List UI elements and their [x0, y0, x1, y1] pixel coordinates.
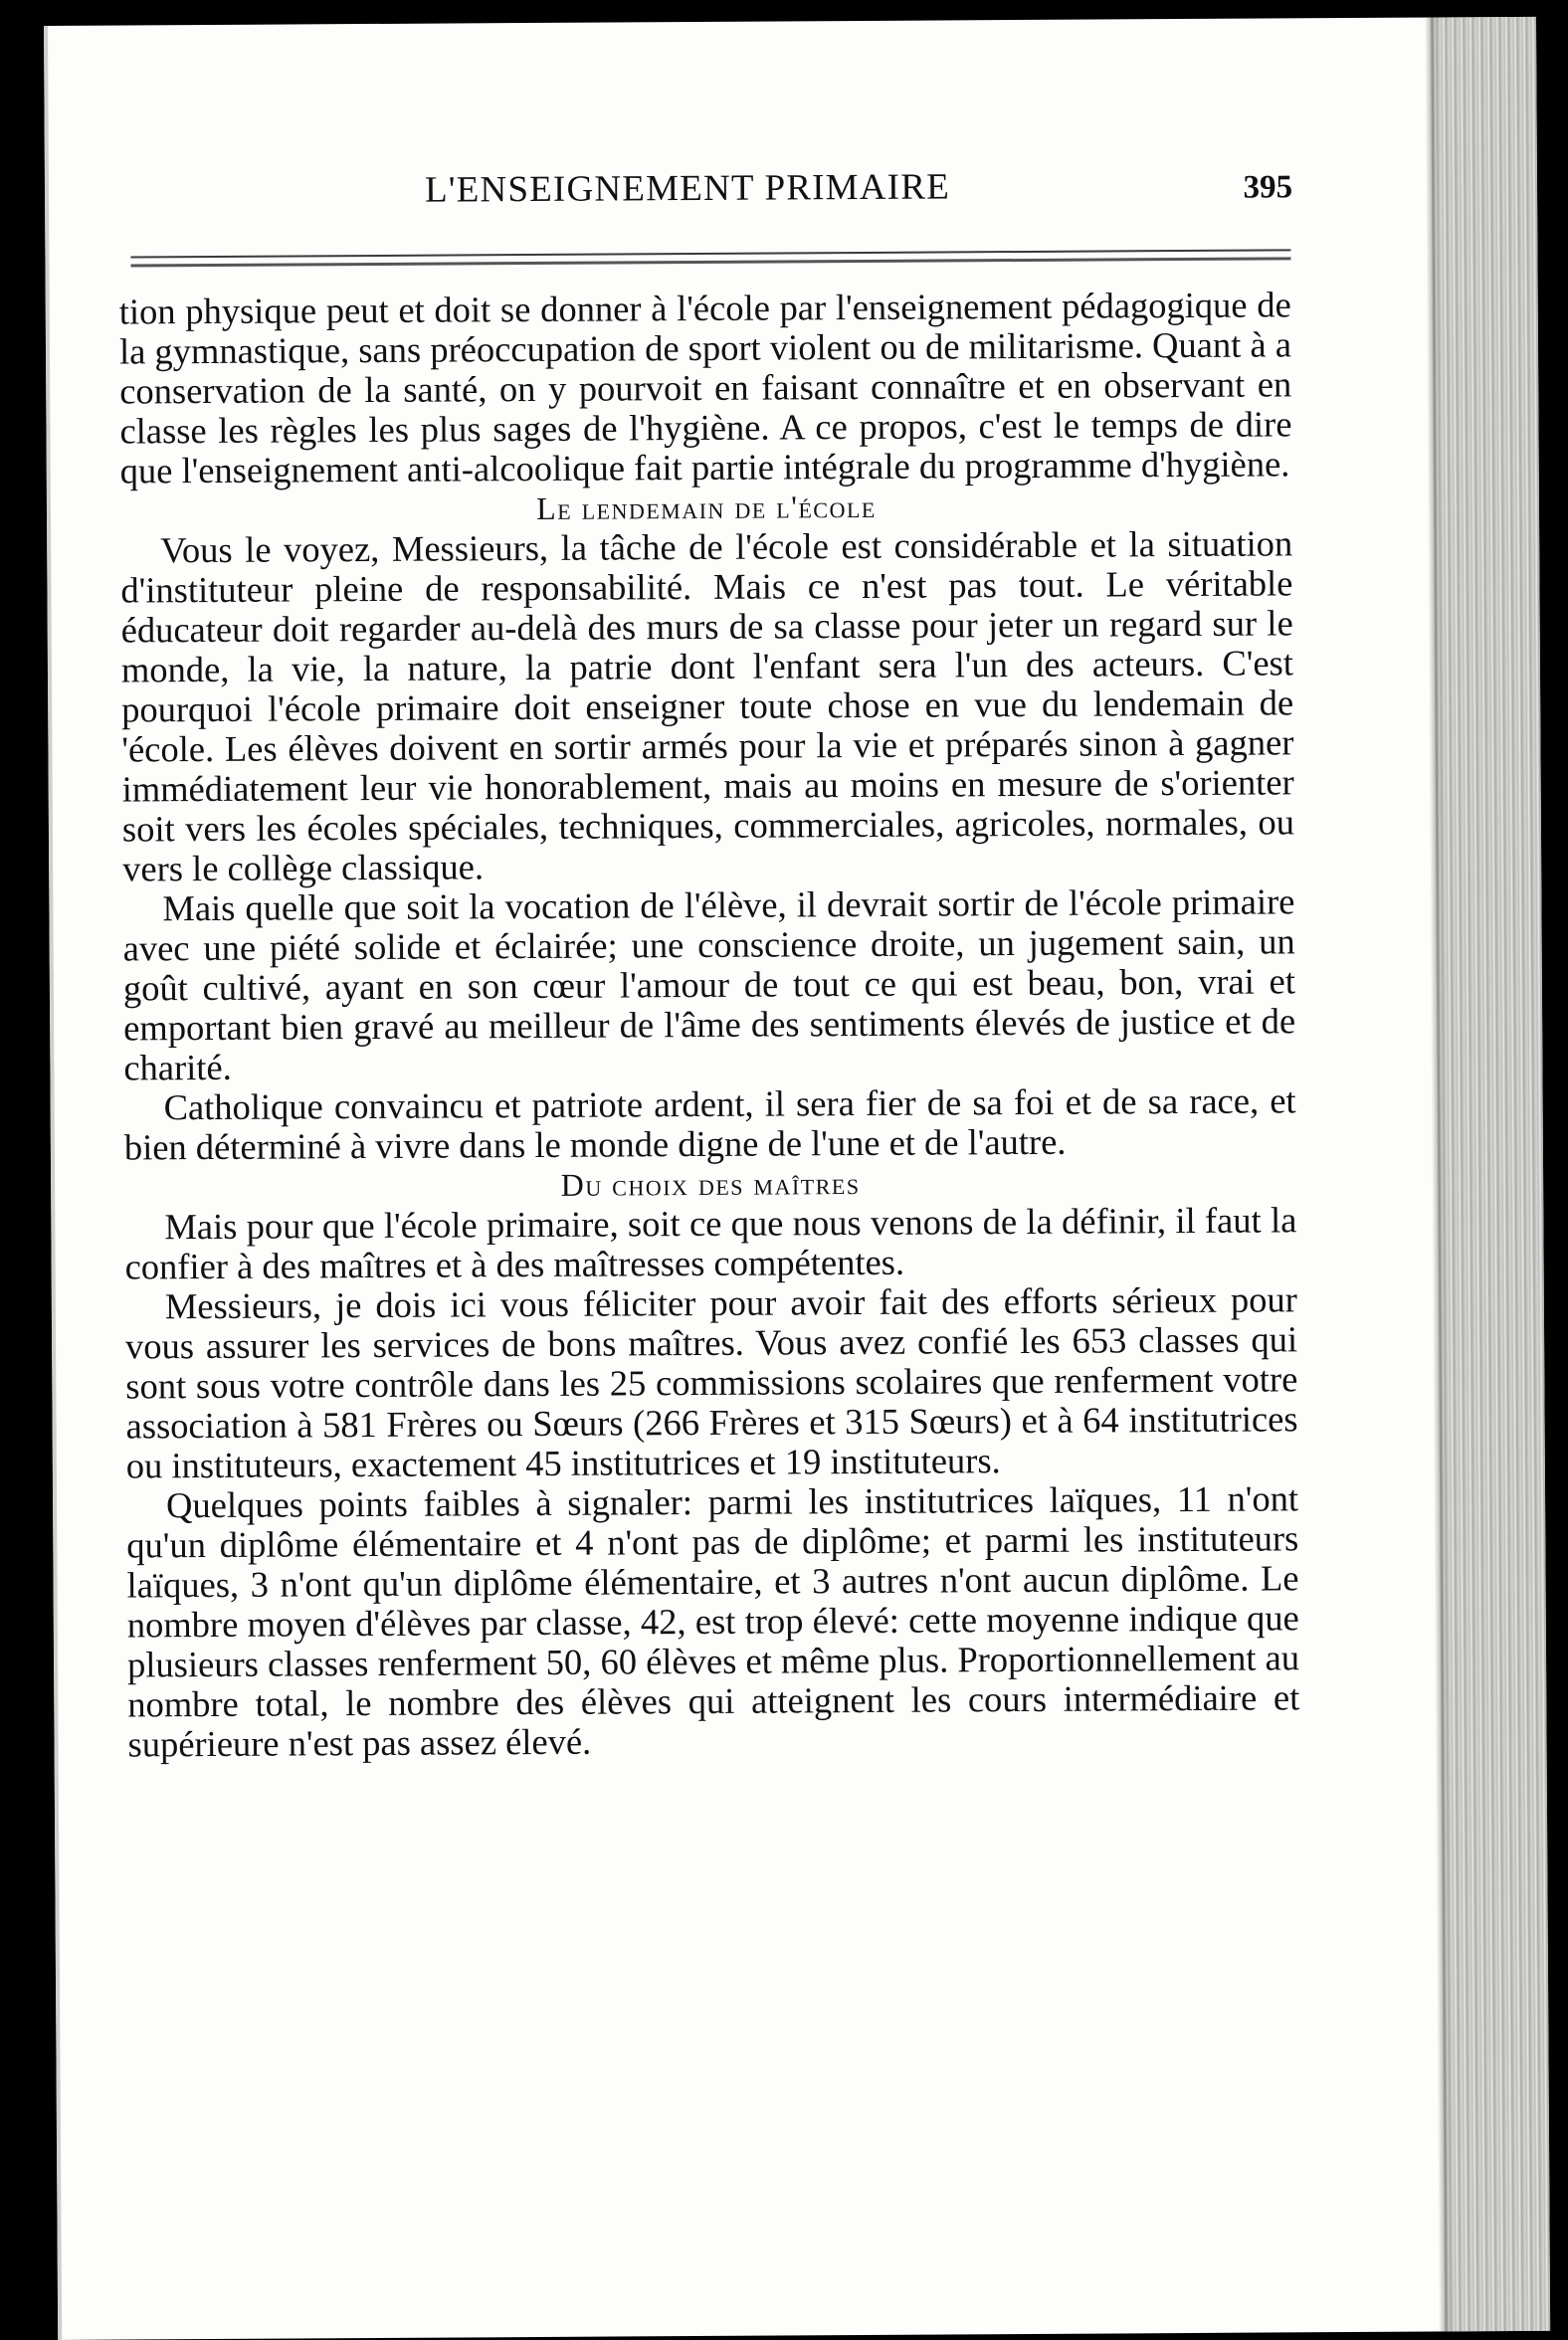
page-edge-stack [1431, 17, 1550, 2332]
paragraph-7: Quelques points faibles à signaler: parmi les institutrices laïques, 11 n'ont qu'un diplôme élémentaire et 4 n'ont pas de diplôme; et parmi les instituteurs laïques, 3 n'ont qu'un diplôme élémentaire, et 3 autres n'ont aucun diplôme. Le nombre moyen d'élèves par classe, 42, est trop élevé: cette moyenne indique que plusieurs classes renferment 50, 60 élèves et même plus. Proportionnellement au nombre total, le nombre des élèves qui atteignent les cours intermédiaire et supérieure n'est pas assez élevé. [126, 1477, 1300, 1765]
page-number: 395 [1243, 169, 1293, 206]
header-rule-bottom [130, 257, 1290, 267]
paragraph-5: Mais pour que l'école primaire, soit ce que nous venons de la définir, il faut la confier à des maîtres et à des maîtresses compétentes. [124, 1199, 1297, 1287]
paragraph-2: Vous le voyez, Messieurs, la tâche de l'école est considérable et la situation d'instituteur pleine de responsabilité. Mais ce n'est pas tout. Le véritable éducateur doit regarder au-delà des murs de sa classe pour jeter un regard sur le monde, la vie, la nature, la patrie dont l'enfant sera l'un des acteurs. C'est pourquoi l'école primaire doit enseigner toute chose en vue du lendemain de 'école. Les élèves doivent en sortir armés pour la vie et préparés sinon à gagner immédiatement leur vie honorablement, mais au moins en mesure de s'orienter soit vers les écoles spéciales, techniques, commerciales, agricoles, normales, ou vers le collège classique. [120, 522, 1295, 889]
paragraph-3: Mais quelle que soit la vocation de l'élève, il devrait sortir de l'école primaire avec une piété solide et éclairée; une conscience droite, un jugement sain, un goût cultivé, ayant en son cœur l'amour de tout ce qui est beau, bon, vrai et emportant bien gravé au meilleur de l'âme des sentiments élevés de justice et de charité. [122, 880, 1296, 1088]
section-heading-choix: Du choix des maîtres [560, 1165, 861, 1203]
body-text [119, 285, 1300, 1764]
section-heading-lendemain: Le lendemain de l'école [536, 488, 877, 526]
page-content [76, 18, 1300, 1765]
paragraph-4: Catholique convaincu et patriote ardent, il sera fier de sa foi et de sa race, et bien déterminé à vivre dans le monde digne de l'une et de l'autre. [123, 1079, 1296, 1168]
header-rule-top [130, 249, 1290, 258]
running-head [77, 163, 1292, 230]
book-page [44, 17, 1550, 2340]
paragraph-6: Messieurs, je dois ici vous féliciter pour avoir fait des efforts sérieux pour vous assurer les services de bons maîtres. Vous avez confié les 653 classes qui sont sous votre contrôle dans les 25 commissions scolaires que renferment votre association à 581 Frères ou Sœurs (266 Frères et 315 Sœurs) et à 64 institutrices ou instituteurs, exactement 45 institutrices et 19 instituteurs. [124, 1278, 1298, 1486]
running-title: L'ENSEIGNEMENT PRIMAIRE [424, 166, 951, 211]
paragraph-1: tion physique peut et doit se donner à l'école par l'enseignement pédagogique de la gymnastique, sans préoccupation de sport violent ou de militarisme. Quant à a conservation de la santé, on y pourvoit en faisant connaître et en observant en classe les règles les plus sages de l'hygiène. A ce propos, c'est le temps de dire que l'enseignement anti-alcoolique fait partie intégrale du programme d'hygiène. [118, 284, 1292, 491]
page-left-edge [44, 26, 62, 2340]
